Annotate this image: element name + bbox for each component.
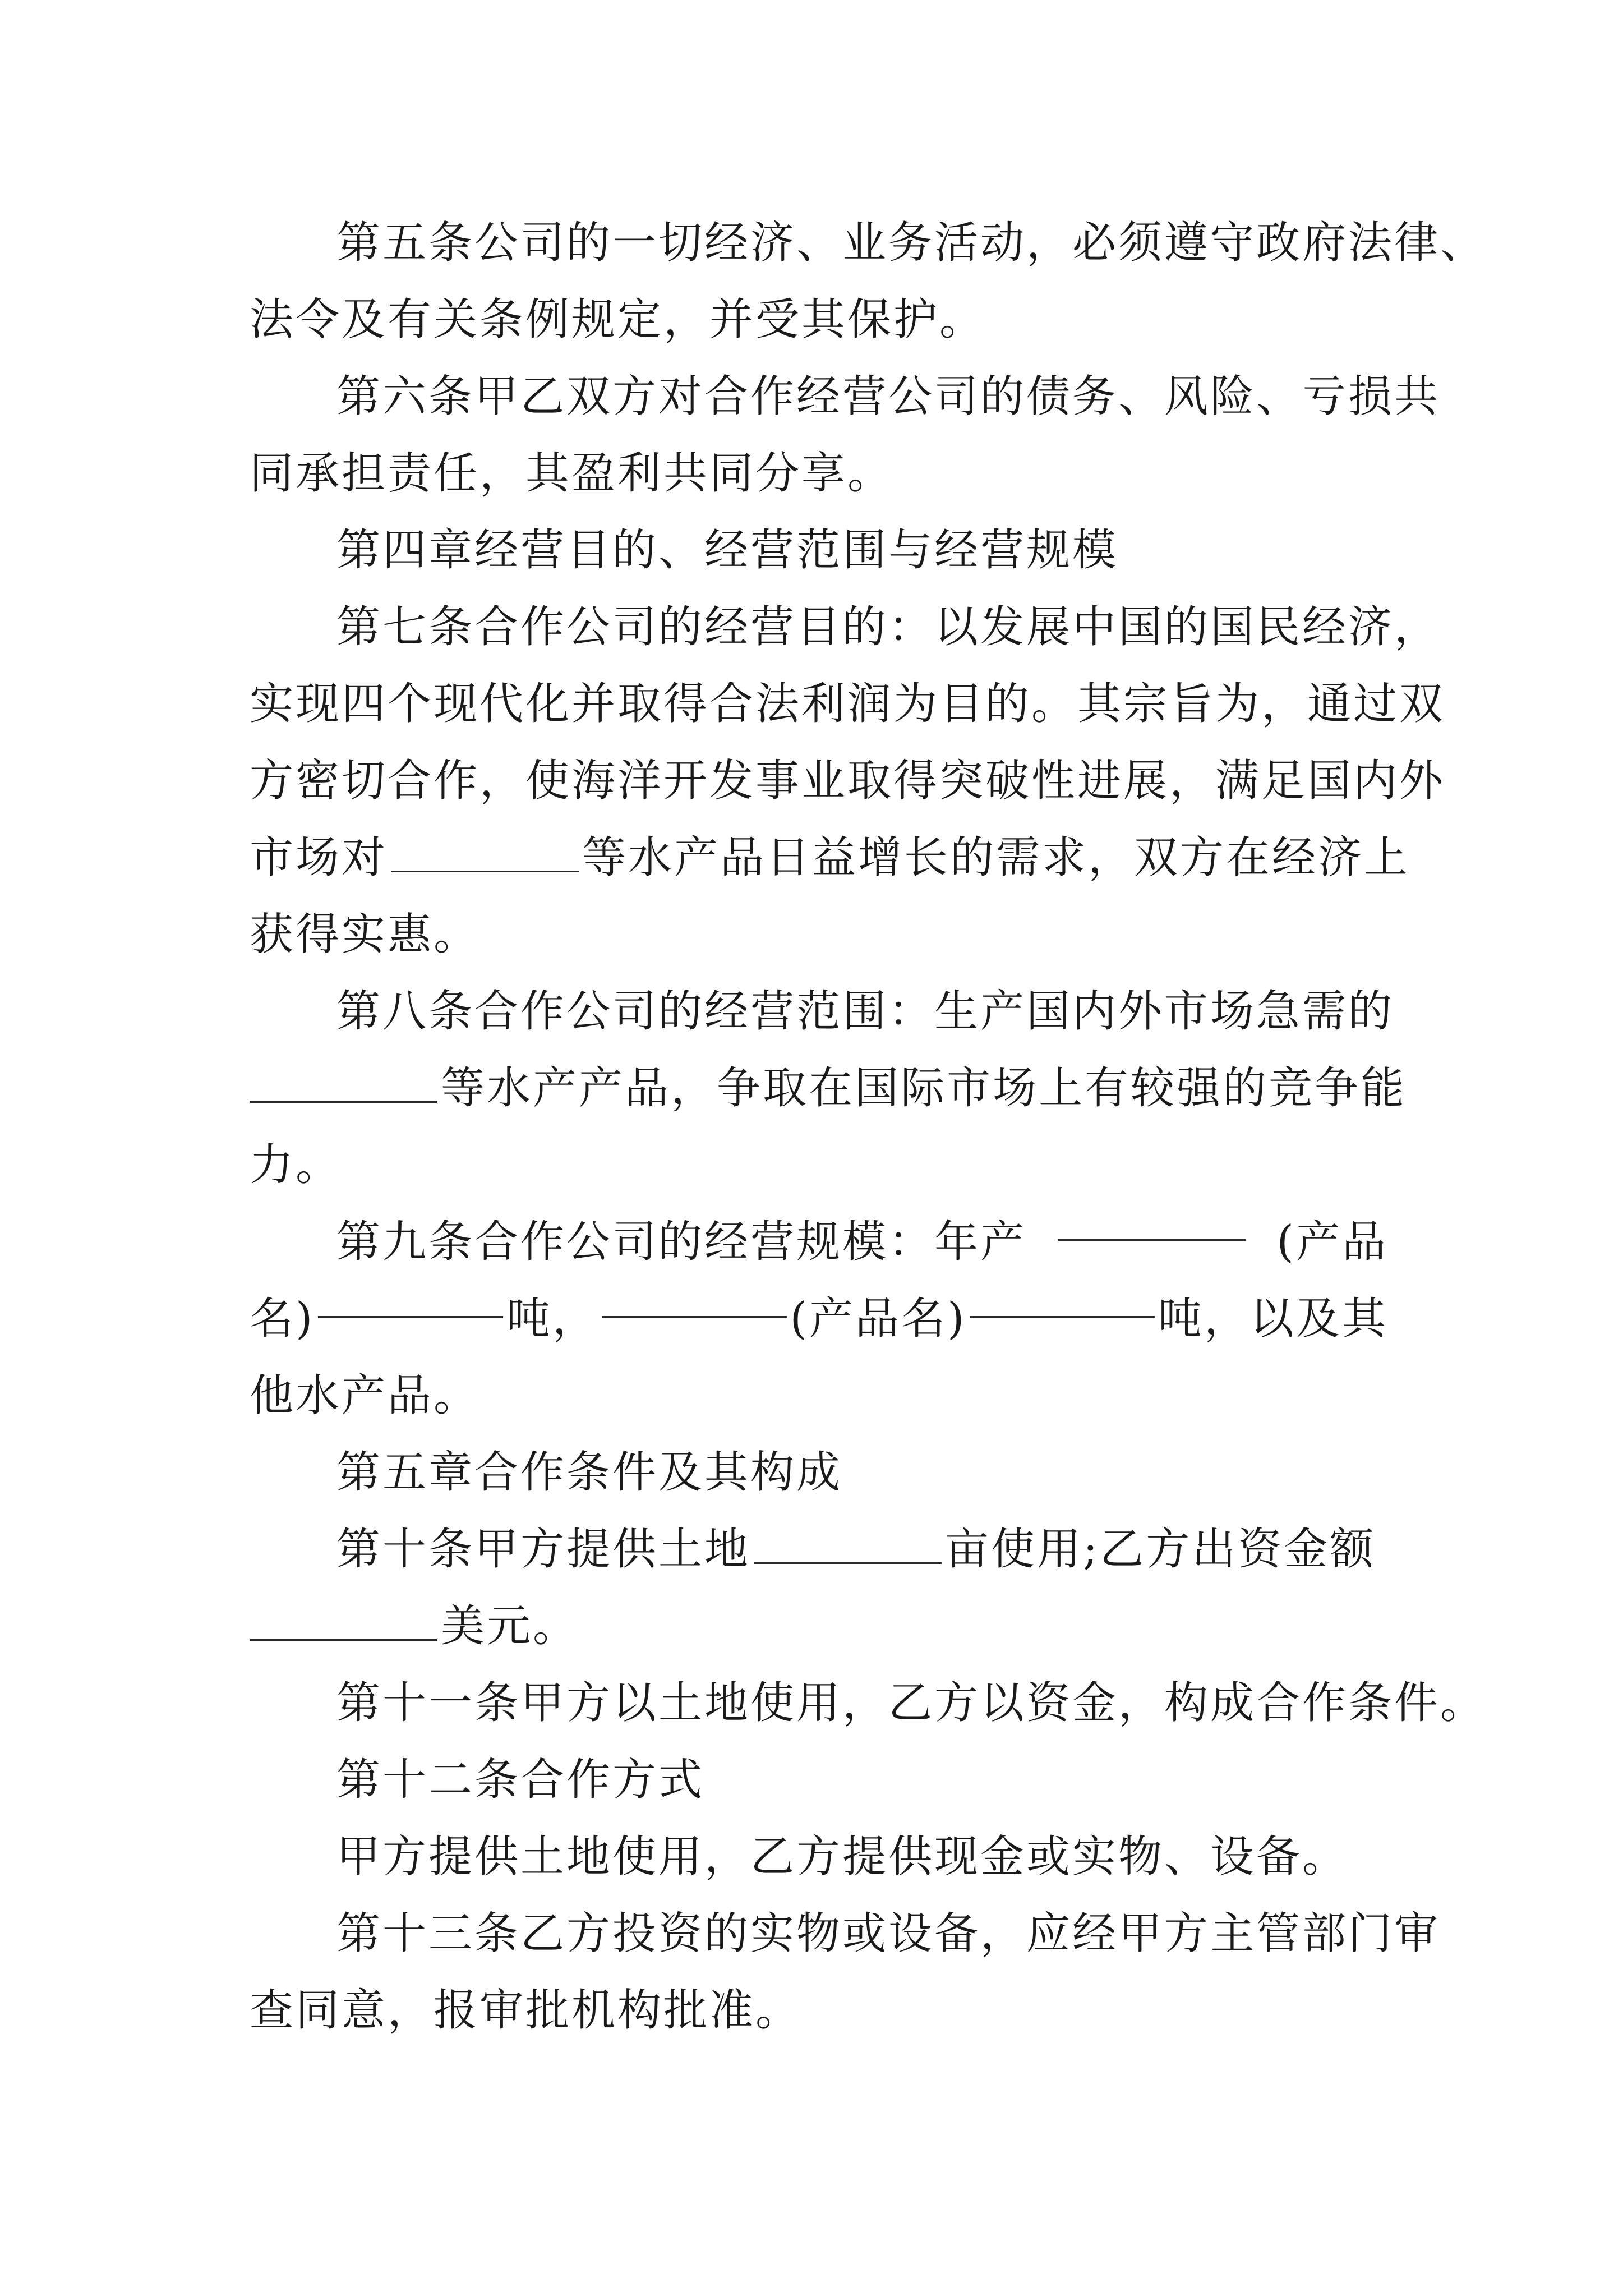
fill-in-blank — [602, 1277, 787, 1318]
article-12-body: 甲方提供土地使用，乙方提供现金或实物、设备。 — [336, 1832, 1349, 1882]
chapter-5-heading: 第五章合作条件及其构成 — [336, 1447, 843, 1498]
article-7-line-4: 市场对 等水产品日益增长的需求，双方在经济上 — [250, 832, 1410, 883]
fill-in-blank — [1058, 1200, 1246, 1241]
fill-in-blank — [250, 1600, 437, 1641]
article-7-line-1: 第七条合作公司的经营目的：以发展中国的国民经济， — [336, 602, 1441, 652]
fill-in-blank — [754, 1523, 942, 1564]
fill-in-blank — [250, 1062, 437, 1103]
chapter-4-heading: 第四章经营目的、经营范围与经营规模 — [336, 525, 1119, 576]
article-13-line-1: 第十三条乙方投资的实物或设备，应经甲方主管部门审 — [336, 1908, 1441, 1959]
article-12-title: 第十二条合作方式 — [336, 1755, 705, 1805]
article-11: 第十一条甲方以土地使用，乙方以资金，构成合作条件。 — [336, 1678, 1487, 1728]
article-8-line-3: 力。 — [250, 1140, 342, 1190]
article-7-line-5: 获得实惠。 — [250, 909, 480, 960]
article-10-line-1: 第十条甲方提供土地 亩使用;乙方出资金额 — [336, 1524, 1376, 1575]
article-8-line-1: 第八条合作公司的经营范围：生产国内外市场急需的 — [336, 986, 1395, 1037]
article-7-line-2: 实现四个现代化并取得合法利润为目的。其宗旨为，通过双 — [250, 679, 1446, 729]
article-5-line-2: 法令及有关条例规定，并受其保护。 — [250, 295, 986, 345]
fill-in-blank — [318, 1277, 503, 1318]
fill-in-blank — [391, 831, 579, 872]
article-13-line-2: 查同意，报审批机构批准。 — [250, 1985, 802, 2036]
article-8-line-2: 等水产产品，争取在国际市场上有较强的竞争能 — [250, 1046, 1388, 1130]
article-7-line-3: 方密切合作，使海洋开发事业取得突破性进展，满足国内外 — [250, 756, 1446, 806]
article-9-line-1: 第九条合作公司的经营规模：年产 (产品 — [336, 1200, 1388, 1284]
article-9-line-2: 名) 吨， (产品名) 吨，以及其 — [250, 1277, 1388, 1361]
article-9-line-3: 他水产品。 — [250, 1370, 480, 1421]
article-10-line-2: 美元。 — [250, 1584, 1388, 1668]
article-6-line-2: 同承担责任，其盈利共同分享。 — [250, 448, 894, 499]
article-6-line-1: 第六条甲乙双方对合作经营公司的债务、风险、亏损共 — [336, 371, 1441, 422]
article-5-line-1: 第五条公司的一切经济、业务活动，必须遵守政府法律、 — [336, 218, 1487, 268]
fill-in-blank — [970, 1277, 1155, 1318]
